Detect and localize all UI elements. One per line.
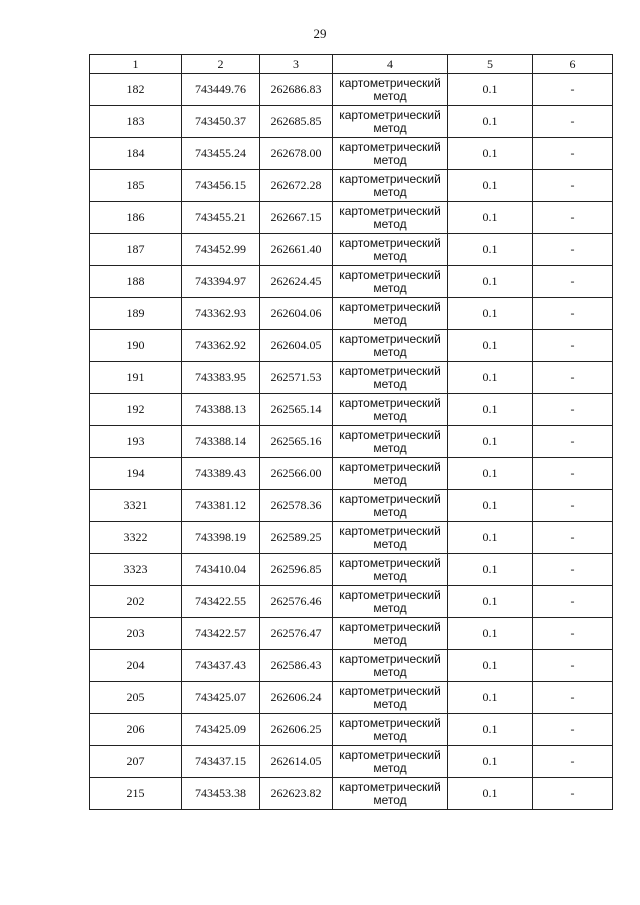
method-text-line-1: картометрический xyxy=(339,139,441,154)
method-cell xyxy=(333,106,448,138)
y-coordinate-cell: 262566.00 xyxy=(260,458,333,490)
note-cell: - xyxy=(533,234,613,266)
y-coordinate-cell: 262604.06 xyxy=(260,298,333,330)
accuracy-cell: 0.1 xyxy=(448,106,533,138)
table-header-row xyxy=(90,55,613,74)
accuracy-cell: 0.1 xyxy=(448,362,533,394)
accuracy-cell: 0.1 xyxy=(448,714,533,746)
method-text-line-2: метод xyxy=(373,152,407,167)
y-coordinate-cell: 262661.40 xyxy=(260,234,333,266)
x-coordinate-cell: 743452.99 xyxy=(182,234,260,266)
point-number-cell: 3323 xyxy=(90,554,182,586)
table-row xyxy=(90,490,613,522)
y-coordinate-cell: 262596.85 xyxy=(260,554,333,586)
accuracy-cell: 0.1 xyxy=(448,266,533,298)
y-coordinate-cell: 262614.05 xyxy=(260,746,333,778)
page-number: 29 xyxy=(313,26,327,41)
point-number-cell: 185 xyxy=(90,170,182,202)
method-text-line-1: картометрический xyxy=(339,491,441,506)
method-text-line-2: метод xyxy=(373,408,407,423)
coordinates-table xyxy=(89,54,613,810)
x-coordinate-cell: 743398.19 xyxy=(182,522,260,554)
note-cell: - xyxy=(533,714,613,746)
method-text-line-1: картометрический xyxy=(339,587,441,602)
note-cell: - xyxy=(533,298,613,330)
accuracy-cell: 0.1 xyxy=(448,586,533,618)
method-cell xyxy=(333,74,448,106)
point-number-cell: 186 xyxy=(90,202,182,234)
note-cell: - xyxy=(533,426,613,458)
y-coordinate-cell: 262576.47 xyxy=(260,618,333,650)
x-coordinate-cell: 743389.43 xyxy=(182,458,260,490)
method-text-line-1: картометрический xyxy=(339,235,441,250)
method-cell xyxy=(333,170,448,202)
method-cell xyxy=(333,362,448,394)
x-coordinate-cell: 743455.21 xyxy=(182,202,260,234)
accuracy-cell: 0.1 xyxy=(448,138,533,170)
table-row xyxy=(90,234,613,266)
point-number-cell: 3321 xyxy=(90,490,182,522)
method-text-line-2: метод xyxy=(373,472,407,487)
column-header-1: 1 xyxy=(90,55,182,74)
accuracy-cell: 0.1 xyxy=(448,554,533,586)
point-number-cell: 205 xyxy=(90,682,182,714)
note-cell: - xyxy=(533,778,613,810)
note-cell: - xyxy=(533,650,613,682)
x-coordinate-cell: 743456.15 xyxy=(182,170,260,202)
point-number-cell: 3322 xyxy=(90,522,182,554)
method-text-line-2: метод xyxy=(373,120,407,135)
x-coordinate-cell: 743450.37 xyxy=(182,106,260,138)
column-header-4: 4 xyxy=(333,55,448,74)
note-cell: - xyxy=(533,138,613,170)
method-text-line-1: картометрический xyxy=(339,171,441,186)
table-row xyxy=(90,586,613,618)
note-cell: - xyxy=(533,202,613,234)
point-number-cell: 189 xyxy=(90,298,182,330)
point-number-cell: 202 xyxy=(90,586,182,618)
point-number-cell: 187 xyxy=(90,234,182,266)
point-number-cell: 192 xyxy=(90,394,182,426)
x-coordinate-cell: 743437.43 xyxy=(182,650,260,682)
x-coordinate-cell: 743425.07 xyxy=(182,682,260,714)
method-text-line-1: картометрический xyxy=(339,75,441,90)
note-cell: - xyxy=(533,554,613,586)
method-text-line-2: метод xyxy=(373,632,407,647)
point-number-cell: 190 xyxy=(90,330,182,362)
x-coordinate-cell: 743437.15 xyxy=(182,746,260,778)
table-row xyxy=(90,138,613,170)
method-text-line-1: картометрический xyxy=(339,331,441,346)
method-text-line-2: метод xyxy=(373,280,407,295)
method-text-line-2: метод xyxy=(373,696,407,711)
point-number-cell: 215 xyxy=(90,778,182,810)
method-text-line-1: картометрический xyxy=(339,555,441,570)
method-text-line-2: метод xyxy=(373,760,407,775)
point-number-cell: 183 xyxy=(90,106,182,138)
accuracy-cell: 0.1 xyxy=(448,234,533,266)
note-cell: - xyxy=(533,330,613,362)
accuracy-cell: 0.1 xyxy=(448,778,533,810)
accuracy-cell: 0.1 xyxy=(448,426,533,458)
method-text-line-1: картометрический xyxy=(339,395,441,410)
x-coordinate-cell: 743362.93 xyxy=(182,298,260,330)
method-text-line-1: картометрический xyxy=(339,715,441,730)
table-row xyxy=(90,394,613,426)
y-coordinate-cell: 262606.24 xyxy=(260,682,333,714)
note-cell: - xyxy=(533,746,613,778)
table-row xyxy=(90,74,613,106)
table-row xyxy=(90,746,613,778)
method-text-line-1: картометрический xyxy=(339,651,441,666)
y-coordinate-cell: 262578.36 xyxy=(260,490,333,522)
table-row xyxy=(90,202,613,234)
x-coordinate-cell: 743388.14 xyxy=(182,426,260,458)
x-coordinate-cell: 743422.57 xyxy=(182,618,260,650)
method-text-line-1: картометрический xyxy=(339,523,441,538)
method-text-line-1: картометрический xyxy=(339,747,441,762)
point-number-cell: 206 xyxy=(90,714,182,746)
table-row xyxy=(90,650,613,682)
x-coordinate-cell: 743394.97 xyxy=(182,266,260,298)
method-text-line-2: метод xyxy=(373,504,407,519)
method-text-line-2: метод xyxy=(373,536,407,551)
method-text-line-1: картометрический xyxy=(339,779,441,794)
accuracy-cell: 0.1 xyxy=(448,746,533,778)
point-number-cell: 194 xyxy=(90,458,182,490)
accuracy-cell: 0.1 xyxy=(448,458,533,490)
method-cell xyxy=(333,554,448,586)
note-cell: - xyxy=(533,266,613,298)
point-number-cell: 184 xyxy=(90,138,182,170)
method-text-line-1: картометрический xyxy=(339,203,441,218)
note-cell: - xyxy=(533,490,613,522)
accuracy-cell: 0.1 xyxy=(448,170,533,202)
method-cell xyxy=(333,266,448,298)
table-row xyxy=(90,778,613,810)
accuracy-cell: 0.1 xyxy=(448,490,533,522)
method-text-line-1: картометрический xyxy=(339,107,441,122)
column-header-5: 5 xyxy=(448,55,533,74)
note-cell: - xyxy=(533,618,613,650)
table-row xyxy=(90,426,613,458)
method-cell xyxy=(333,586,448,618)
column-header-3: 3 xyxy=(260,55,333,74)
method-text-line-2: метод xyxy=(373,664,407,679)
y-coordinate-cell: 262565.16 xyxy=(260,426,333,458)
x-coordinate-cell: 743455.24 xyxy=(182,138,260,170)
table-row xyxy=(90,106,613,138)
x-coordinate-cell: 743383.95 xyxy=(182,362,260,394)
table-row xyxy=(90,330,613,362)
accuracy-cell: 0.1 xyxy=(448,618,533,650)
y-coordinate-cell: 262685.85 xyxy=(260,106,333,138)
y-coordinate-cell: 262623.82 xyxy=(260,778,333,810)
point-number-cell: 204 xyxy=(90,650,182,682)
table-row xyxy=(90,714,613,746)
method-text-line-2: метод xyxy=(373,312,407,327)
table-row xyxy=(90,618,613,650)
note-cell: - xyxy=(533,106,613,138)
accuracy-cell: 0.1 xyxy=(448,394,533,426)
method-cell xyxy=(333,138,448,170)
note-cell: - xyxy=(533,74,613,106)
table-body xyxy=(90,74,613,810)
y-coordinate-cell: 262606.25 xyxy=(260,714,333,746)
x-coordinate-cell: 743453.38 xyxy=(182,778,260,810)
accuracy-cell: 0.1 xyxy=(448,202,533,234)
note-cell: - xyxy=(533,362,613,394)
column-header-6: 6 xyxy=(533,55,613,74)
y-coordinate-cell: 262624.45 xyxy=(260,266,333,298)
method-text-line-2: метод xyxy=(373,248,407,263)
accuracy-cell: 0.1 xyxy=(448,522,533,554)
table-row xyxy=(90,298,613,330)
method-cell xyxy=(333,682,448,714)
method-text-line-2: метод xyxy=(373,568,407,583)
point-number-cell: 203 xyxy=(90,618,182,650)
table-row xyxy=(90,554,613,586)
y-coordinate-cell: 262565.14 xyxy=(260,394,333,426)
point-number-cell: 193 xyxy=(90,426,182,458)
note-cell: - xyxy=(533,170,613,202)
method-cell xyxy=(333,458,448,490)
table-row xyxy=(90,522,613,554)
point-number-cell: 207 xyxy=(90,746,182,778)
y-coordinate-cell: 262686.83 xyxy=(260,74,333,106)
note-cell: - xyxy=(533,586,613,618)
column-header-2: 2 xyxy=(182,55,260,74)
method-text-line-2: метод xyxy=(373,440,407,455)
method-cell xyxy=(333,234,448,266)
x-coordinate-cell: 743422.55 xyxy=(182,586,260,618)
y-coordinate-cell: 262604.05 xyxy=(260,330,333,362)
method-text-line-1: картометрический xyxy=(339,683,441,698)
point-number-cell: 188 xyxy=(90,266,182,298)
y-coordinate-cell: 262678.00 xyxy=(260,138,333,170)
table-row xyxy=(90,682,613,714)
method-text-line-1: картометрический xyxy=(339,427,441,442)
method-cell xyxy=(333,298,448,330)
accuracy-cell: 0.1 xyxy=(448,298,533,330)
method-text-line-2: метод xyxy=(373,376,407,391)
note-cell: - xyxy=(533,394,613,426)
table-row xyxy=(90,170,613,202)
y-coordinate-cell: 262589.25 xyxy=(260,522,333,554)
method-cell xyxy=(333,394,448,426)
method-cell xyxy=(333,618,448,650)
table-row xyxy=(90,266,613,298)
table-row xyxy=(90,458,613,490)
method-text-line-2: метод xyxy=(373,216,407,231)
method-cell xyxy=(333,714,448,746)
method-text-line-2: метод xyxy=(373,600,407,615)
accuracy-cell: 0.1 xyxy=(448,650,533,682)
accuracy-cell: 0.1 xyxy=(448,682,533,714)
method-cell xyxy=(333,330,448,362)
method-text-line-1: картометрический xyxy=(339,267,441,282)
note-cell: - xyxy=(533,522,613,554)
point-number-cell: 191 xyxy=(90,362,182,394)
y-coordinate-cell: 262576.46 xyxy=(260,586,333,618)
method-text-line-2: метод xyxy=(373,728,407,743)
method-text-line-2: метод xyxy=(373,792,407,807)
method-text-line-1: картометрический xyxy=(339,459,441,474)
method-text-line-2: метод xyxy=(373,184,407,199)
x-coordinate-cell: 743388.13 xyxy=(182,394,260,426)
x-coordinate-cell: 743410.04 xyxy=(182,554,260,586)
accuracy-cell: 0.1 xyxy=(448,330,533,362)
accuracy-cell: 0.1 xyxy=(448,74,533,106)
x-coordinate-cell: 743362.92 xyxy=(182,330,260,362)
y-coordinate-cell: 262586.43 xyxy=(260,650,333,682)
method-text-line-1: картометрический xyxy=(339,299,441,314)
y-coordinate-cell: 262571.53 xyxy=(260,362,333,394)
method-cell xyxy=(333,778,448,810)
method-cell xyxy=(333,426,448,458)
method-text-line-1: картометрический xyxy=(339,363,441,378)
x-coordinate-cell: 743381.12 xyxy=(182,490,260,522)
method-text-line-1: картометрический xyxy=(339,619,441,634)
y-coordinate-cell: 262672.28 xyxy=(260,170,333,202)
method-text-line-2: метод xyxy=(373,88,407,103)
method-cell xyxy=(333,650,448,682)
method-cell xyxy=(333,490,448,522)
x-coordinate-cell: 743425.09 xyxy=(182,714,260,746)
method-cell xyxy=(333,522,448,554)
x-coordinate-cell: 743449.76 xyxy=(182,74,260,106)
method-text-line-2: метод xyxy=(373,344,407,359)
note-cell: - xyxy=(533,682,613,714)
point-number-cell: 182 xyxy=(90,74,182,106)
table-row xyxy=(90,362,613,394)
note-cell: - xyxy=(533,458,613,490)
method-cell xyxy=(333,746,448,778)
y-coordinate-cell: 262667.15 xyxy=(260,202,333,234)
method-cell xyxy=(333,202,448,234)
